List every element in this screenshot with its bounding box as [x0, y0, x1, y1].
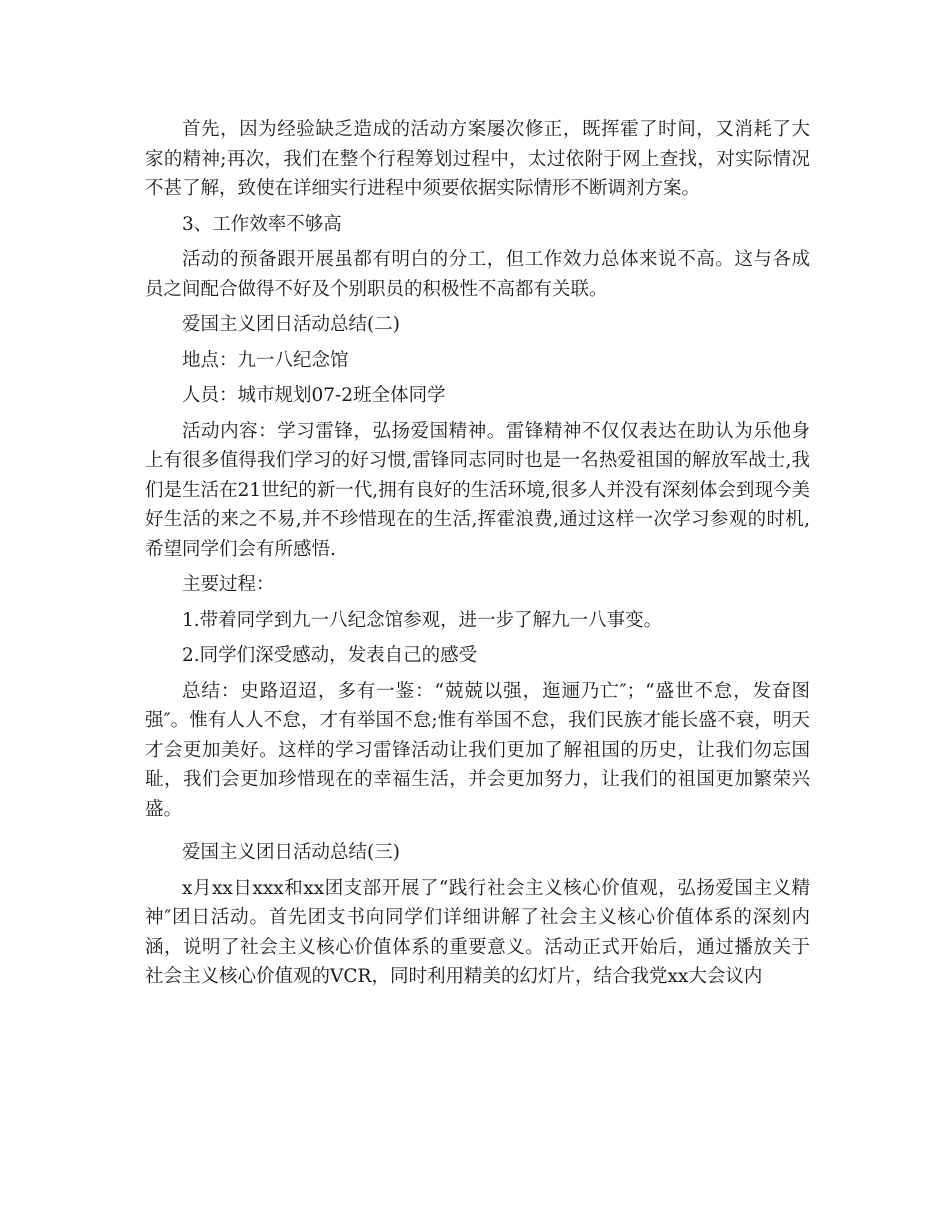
process-step-1: 1.带着同学到九一八纪念馆参观，进一步了解九一八事变。 [182, 609, 663, 631]
paragraph-summary: 总结：史路迢迢，多有一鉴：“兢兢以强，迤逦乃亡″；“盛世不怠，发奋图强″。惟有人人不怠，才有举国不怠;惟有举国不怠，我们民族才能长盛不衰，明天才会更加美好。这样的学习雷锋活动让我们更加了解祖国的历史，让我们勿忘国耻，我们会更加珍惜现在的幸福生活，并会更加努力，让我们的祖国更加繁荣兴盛。 [145, 680, 810, 820]
participants-line: 人员：城市规划07-2班全体同学 [182, 385, 446, 406]
section-title-3: 爱国主义团日活动总结(三) [182, 842, 400, 863]
paragraph-activity-content: 活动内容：学习雷锋，弘扬爱国精神。雷锋精神不仅仅表达在助认为乐他身上有很多值得我们学习的好习惯,雷锋同志同时也是一名热爱祖国的解放军战士,我们是生活在21世纪的新一代,拥有良好的生活环境,很多人并没有深刻体会到现今美好生活的来之不易,并不珍惜现在的生活,挥霍浪费,通过这样一次学习参观的时机,希望同学们会有所感悟. [145, 420, 810, 560]
heading-efficiency: 3、工作效率不够高 [182, 213, 342, 235]
paragraph-event-description: x月xx日xxx和xx团支部开展了“践行社会主义核心价值观，弘扬爱国主义精神″团日活动。首先团支书向同学们详细讲解了社会主义核心价值体系的深刻内涵，说明了社会主义核心价值体系的重要意义。活动正式开始后，通过播放关于社会主义核心价值观的VCR，同时利用精美的幻灯片，结合我党xx大会议内 [145, 877, 810, 987]
paragraph-efficiency: 活动的预备跟开展虽都有明白的分工，但工作效力总体来说不高。这与各成员之间配合做得不好及个别职员的积极性不高都有关联。 [145, 249, 810, 300]
document-page [145, 115, 810, 998]
paragraph-plan-revision: 首先，因为经验缺乏造成的活动方案屡次修正，既挥霍了时间，又消耗了大家的精神;再次，我们在整个行程筹划过程中，太过依附于网上查找，对实际情况不甚了解，致使在详细实行进程中须要依据实际情形不断调剂方案。 [145, 119, 810, 199]
heading-main-process: 主要过程： [182, 574, 275, 595]
section-title-2: 爱国主义团日活动总结(二) [182, 314, 400, 335]
location-line: 地点：九一八纪念馆 [182, 349, 349, 371]
process-step-2: 2.同学们深受感动，发表自己的感受 [182, 645, 478, 666]
